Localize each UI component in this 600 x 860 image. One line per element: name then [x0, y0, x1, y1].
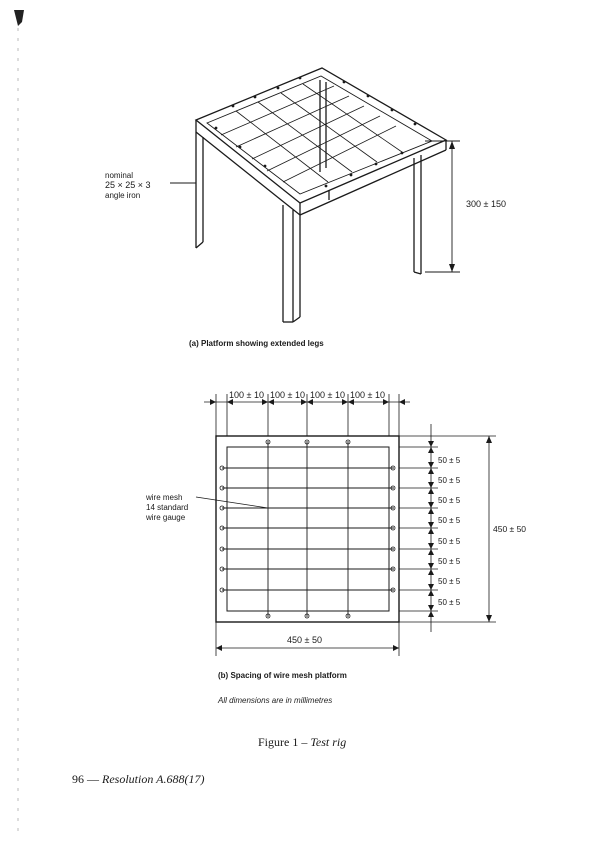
figure-title	[258, 735, 346, 750]
overall-height-label: 450 ± 50	[493, 524, 527, 534]
resolution-reference: Resolution A.688(17)	[102, 772, 205, 786]
figure-title-prefix: Figure 1 –	[258, 735, 311, 749]
spacing-2: 50 ± 5	[438, 476, 461, 485]
spacing-1: 50 ± 5	[438, 456, 461, 465]
mesh-label-1: wire mesh	[146, 493, 183, 502]
spacing-4: 50 ± 5	[438, 516, 461, 525]
top-dim-3: 100 ± 10	[310, 390, 345, 400]
spacing-3: 50 ± 5	[438, 496, 461, 505]
page-number: 96	[72, 772, 84, 786]
top-dim-4: 100 ± 10	[350, 390, 385, 400]
top-dim-1: 100 ± 10	[229, 390, 264, 400]
angle-iron-label-3: angle iron	[105, 191, 141, 200]
figure-b-caption: (b) Spacing of wire mesh platform	[218, 671, 347, 680]
page-footer	[72, 772, 204, 787]
footer-dash: —	[84, 772, 102, 786]
height-dimension-label: 300 ± 150	[466, 199, 506, 209]
mesh-label-3: wire gauge	[146, 513, 186, 522]
overall-width-label: 450 ± 50	[287, 635, 322, 645]
mesh-label-2: 14 standard	[146, 503, 189, 512]
figure-title-name: Test rig	[310, 735, 347, 749]
spacing-7: 50 ± 5	[438, 577, 461, 586]
top-dim-2: 100 ± 10	[270, 390, 305, 400]
angle-iron-label-1: nominal	[105, 171, 134, 180]
spacing-8: 50 ± 5	[438, 598, 461, 607]
spacing-5: 50 ± 5	[438, 537, 461, 546]
spacing-6: 50 ± 5	[438, 557, 461, 566]
units-note: All dimensions are in millimetres	[218, 696, 333, 705]
figure-a-caption: (a) Platform showing extended legs	[189, 339, 324, 348]
angle-iron-label-2: 25 × 25 × 3	[105, 180, 151, 190]
